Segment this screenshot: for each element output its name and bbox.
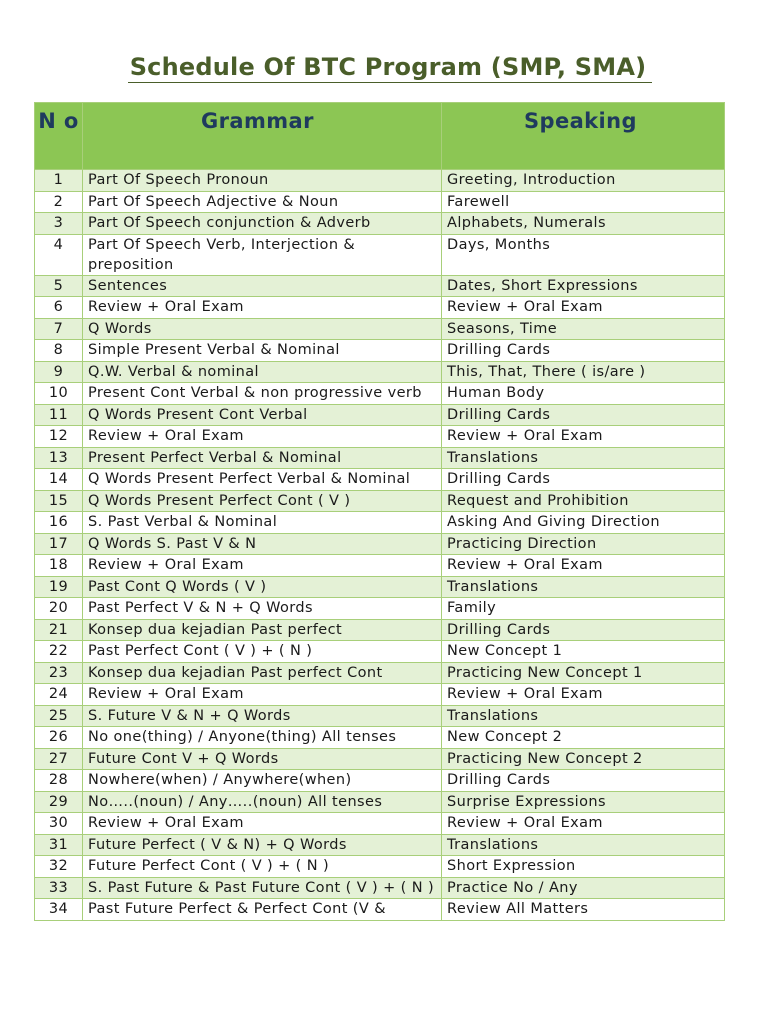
grammar-cell: Review + Oral Exam bbox=[83, 684, 442, 706]
speaking-cell: Drilling Cards bbox=[442, 469, 725, 491]
table-row bbox=[35, 213, 725, 235]
row-number: 4 bbox=[35, 234, 83, 275]
grammar-cell: Konsep dua kejadian Past perfect Cont bbox=[83, 662, 442, 684]
table-row bbox=[35, 275, 725, 297]
header-grammar: Grammar bbox=[83, 103, 442, 170]
grammar-cell: Review + Oral Exam bbox=[83, 426, 442, 448]
speaking-cell: Review + Oral Exam bbox=[442, 555, 725, 577]
grammar-cell: Past Future Perfect & Perfect Cont (V & bbox=[83, 899, 442, 921]
row-number: 17 bbox=[35, 533, 83, 555]
grammar-cell: S. Future V & N + Q Words bbox=[83, 705, 442, 727]
header-no: N o bbox=[35, 103, 83, 170]
table-row bbox=[35, 490, 725, 512]
table-row bbox=[35, 748, 725, 770]
table-row bbox=[35, 727, 725, 749]
speaking-cell: Drilling Cards bbox=[442, 770, 725, 792]
grammar-cell: Simple Present Verbal & Nominal bbox=[83, 340, 442, 362]
table-row bbox=[35, 791, 725, 813]
grammar-cell: Present Cont Verbal & non progressive verb bbox=[83, 383, 442, 405]
grammar-cell: Past Cont Q Words ( V ) bbox=[83, 576, 442, 598]
grammar-cell: Review + Oral Exam bbox=[83, 555, 442, 577]
table-row bbox=[35, 383, 725, 405]
grammar-cell: Past Perfect Cont ( V ) + ( N ) bbox=[83, 641, 442, 663]
speaking-cell: Farewell bbox=[442, 191, 725, 213]
speaking-cell: Practicing Direction bbox=[442, 533, 725, 555]
grammar-cell: Q Words S. Past V & N bbox=[83, 533, 442, 555]
grammar-cell: Present Perfect Verbal & Nominal bbox=[83, 447, 442, 469]
speaking-cell: Review All Matters bbox=[442, 899, 725, 921]
grammar-cell: Review + Oral Exam bbox=[83, 297, 442, 319]
table-row bbox=[35, 684, 725, 706]
grammar-cell: Review + Oral Exam bbox=[83, 813, 442, 835]
row-number: 11 bbox=[35, 404, 83, 426]
table-row bbox=[35, 641, 725, 663]
grammar-cell: Past Perfect V & N + Q Words bbox=[83, 598, 442, 620]
grammar-cell: Part Of Speech Pronoun bbox=[83, 170, 442, 192]
row-number: 14 bbox=[35, 469, 83, 491]
grammar-cell: Part Of Speech conjunction & Adverb bbox=[83, 213, 442, 235]
speaking-cell: Drilling Cards bbox=[442, 404, 725, 426]
grammar-cell: Q Words Present Perfect Cont ( V ) bbox=[83, 490, 442, 512]
row-number: 23 bbox=[35, 662, 83, 684]
speaking-cell: Practice No / Any bbox=[442, 877, 725, 899]
row-number: 13 bbox=[35, 447, 83, 469]
grammar-cell: No one(thing) / Anyone(thing) All tenses bbox=[83, 727, 442, 749]
table-header-row bbox=[35, 103, 725, 170]
speaking-cell: Review + Oral Exam bbox=[442, 813, 725, 835]
row-number: 3 bbox=[35, 213, 83, 235]
speaking-cell: Days, Months bbox=[442, 234, 725, 275]
row-number: 6 bbox=[35, 297, 83, 319]
grammar-cell: Q Words Present Cont Verbal bbox=[83, 404, 442, 426]
speaking-cell: Dates, Short Expressions bbox=[442, 275, 725, 297]
table-row bbox=[35, 856, 725, 878]
grammar-cell: Future Perfect Cont ( V ) + ( N ) bbox=[83, 856, 442, 878]
header-speaking: Speaking bbox=[442, 103, 725, 170]
speaking-cell: Family bbox=[442, 598, 725, 620]
grammar-cell: Nowhere(when) / Anywhere(when) bbox=[83, 770, 442, 792]
speaking-cell: Short Expression bbox=[442, 856, 725, 878]
table-row bbox=[35, 619, 725, 641]
row-number: 5 bbox=[35, 275, 83, 297]
row-number: 21 bbox=[35, 619, 83, 641]
row-number: 15 bbox=[35, 490, 83, 512]
grammar-cell: Q Words bbox=[83, 318, 442, 340]
row-number: 24 bbox=[35, 684, 83, 706]
speaking-cell: Translations bbox=[442, 705, 725, 727]
table-row bbox=[35, 576, 725, 598]
row-number: 12 bbox=[35, 426, 83, 448]
grammar-cell: S. Past Verbal & Nominal bbox=[83, 512, 442, 534]
speaking-cell: Seasons, Time bbox=[442, 318, 725, 340]
grammar-cell: Part Of Speech Adjective & Noun bbox=[83, 191, 442, 213]
row-number: 34 bbox=[35, 899, 83, 921]
table-row bbox=[35, 340, 725, 362]
table-row bbox=[35, 705, 725, 727]
table-row bbox=[35, 426, 725, 448]
row-number: 26 bbox=[35, 727, 83, 749]
speaking-cell: Surprise Expressions bbox=[442, 791, 725, 813]
grammar-cell: Part Of Speech Verb, Interjection & preposition bbox=[83, 234, 442, 275]
table-row bbox=[35, 834, 725, 856]
speaking-cell: Practicing New Concept 2 bbox=[442, 748, 725, 770]
speaking-cell: Alphabets, Numerals bbox=[442, 213, 725, 235]
table-row bbox=[35, 447, 725, 469]
row-number: 29 bbox=[35, 791, 83, 813]
speaking-cell: Practicing New Concept 1 bbox=[442, 662, 725, 684]
speaking-cell: New Concept 1 bbox=[442, 641, 725, 663]
table-row bbox=[35, 877, 725, 899]
page-title bbox=[0, 53, 768, 83]
table-row bbox=[35, 899, 725, 921]
row-number: 25 bbox=[35, 705, 83, 727]
row-number: 31 bbox=[35, 834, 83, 856]
grammar-cell: Future Perfect ( V & N) + Q Words bbox=[83, 834, 442, 856]
row-number: 10 bbox=[35, 383, 83, 405]
row-number: 9 bbox=[35, 361, 83, 383]
row-number: 1 bbox=[35, 170, 83, 192]
speaking-cell: Request and Prohibition bbox=[442, 490, 725, 512]
speaking-cell: Greeting, Introduction bbox=[442, 170, 725, 192]
row-number: 20 bbox=[35, 598, 83, 620]
speaking-cell: Translations bbox=[442, 834, 725, 856]
speaking-cell: Asking And Giving Direction bbox=[442, 512, 725, 534]
row-number: 18 bbox=[35, 555, 83, 577]
speaking-cell: Review + Oral Exam bbox=[442, 297, 725, 319]
speaking-cell: Review + Oral Exam bbox=[442, 684, 725, 706]
row-number: 2 bbox=[35, 191, 83, 213]
table-row bbox=[35, 191, 725, 213]
speaking-cell: Review + Oral Exam bbox=[442, 426, 725, 448]
table-row bbox=[35, 662, 725, 684]
grammar-cell: S. Past Future & Past Future Cont ( V ) + ( N ) bbox=[83, 877, 442, 899]
table-body bbox=[35, 170, 725, 921]
table-row bbox=[35, 469, 725, 491]
speaking-cell: Drilling Cards bbox=[442, 340, 725, 362]
table-row bbox=[35, 234, 725, 275]
grammar-cell: Sentences bbox=[83, 275, 442, 297]
speaking-cell: Human Body bbox=[442, 383, 725, 405]
table-row bbox=[35, 170, 725, 192]
page-title-text: Schedule Of BTC Program (SMP, SMA) bbox=[128, 53, 653, 83]
table-row bbox=[35, 813, 725, 835]
speaking-cell: Translations bbox=[442, 576, 725, 598]
speaking-cell: This, That, There ( is/are ) bbox=[442, 361, 725, 383]
speaking-cell: Translations bbox=[442, 447, 725, 469]
row-number: 27 bbox=[35, 748, 83, 770]
table-row bbox=[35, 533, 725, 555]
grammar-cell: Konsep dua kejadian Past perfect bbox=[83, 619, 442, 641]
row-number: 22 bbox=[35, 641, 83, 663]
grammar-cell: No…..(noun) / Any…..(noun) All tenses bbox=[83, 791, 442, 813]
table-row bbox=[35, 318, 725, 340]
row-number: 8 bbox=[35, 340, 83, 362]
table-row bbox=[35, 297, 725, 319]
row-number: 7 bbox=[35, 318, 83, 340]
row-number: 30 bbox=[35, 813, 83, 835]
row-number: 28 bbox=[35, 770, 83, 792]
grammar-cell: Q Words Present Perfect Verbal & Nominal bbox=[83, 469, 442, 491]
speaking-cell: New Concept 2 bbox=[442, 727, 725, 749]
table-row bbox=[35, 770, 725, 792]
grammar-cell: Future Cont V + Q Words bbox=[83, 748, 442, 770]
table-row bbox=[35, 555, 725, 577]
table-row bbox=[35, 598, 725, 620]
row-number: 16 bbox=[35, 512, 83, 534]
table-row bbox=[35, 404, 725, 426]
table-row bbox=[35, 361, 725, 383]
schedule-table bbox=[34, 102, 725, 921]
speaking-cell: Drilling Cards bbox=[442, 619, 725, 641]
row-number: 19 bbox=[35, 576, 83, 598]
row-number: 33 bbox=[35, 877, 83, 899]
row-number: 32 bbox=[35, 856, 83, 878]
table-row bbox=[35, 512, 725, 534]
grammar-cell: Q.W. Verbal & nominal bbox=[83, 361, 442, 383]
